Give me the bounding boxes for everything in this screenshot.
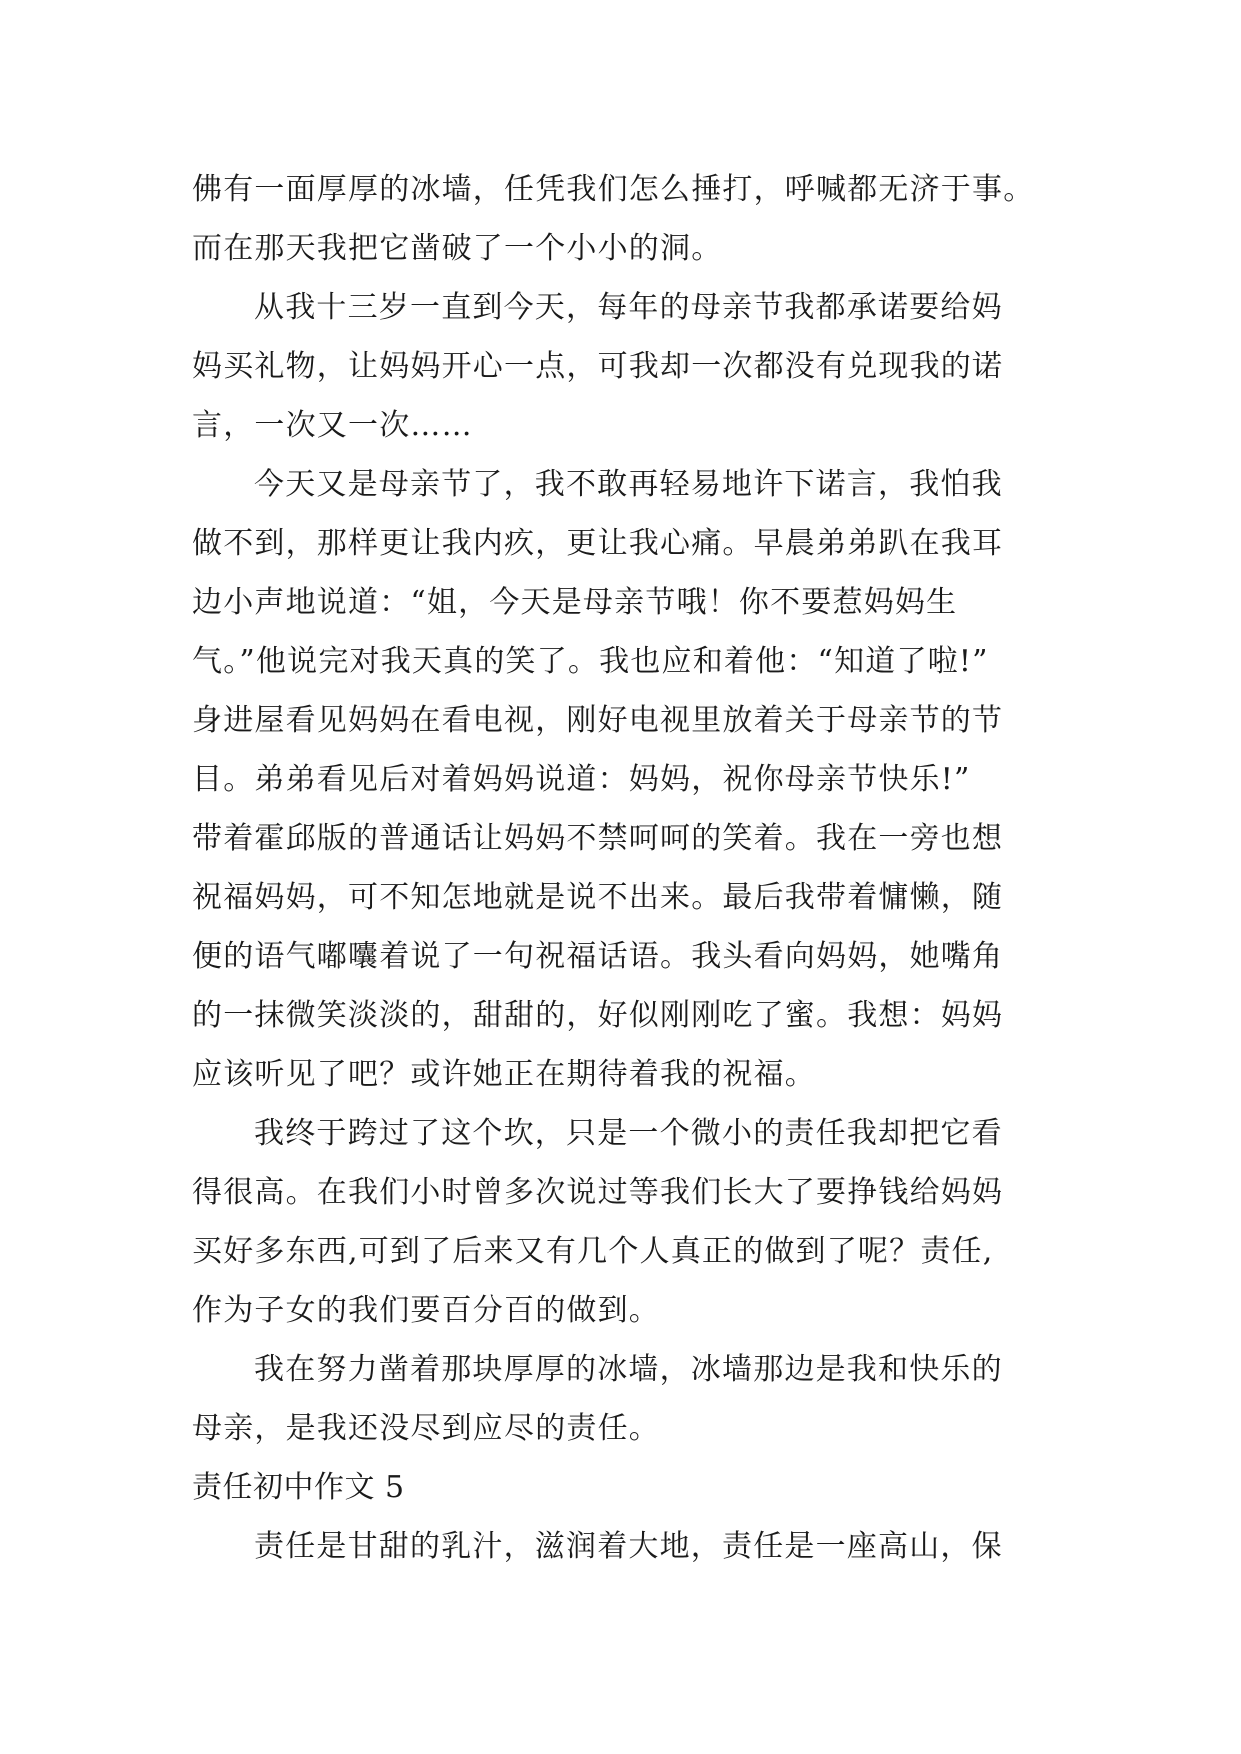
- text-line: 作为子女的我们要百分百的做到。: [192, 1293, 660, 1328]
- paragraph-start-line: 责任是甘甜的乳汁，滋润着大地，责任是一座高山，保: [254, 1529, 1003, 1564]
- text-line: 身进屋看见妈妈在看电视，刚好电视里放着关于母亲节的节: [192, 703, 1004, 738]
- text-line: 言，一次又一次……: [192, 408, 473, 443]
- text-line: 便的语气嘟囔着说了一句祝福话语。我头看向妈妈，她嘴角: [192, 939, 1004, 974]
- text-line: 祝福妈妈，可不知怎地就是说不出来。最后我带着慵懒，随: [192, 880, 1004, 915]
- text-line: 而在那天我把它凿破了一个小小的洞。: [192, 231, 723, 266]
- text-line: 目。弟弟看见后对着妈妈说道：妈妈，祝你母亲节快乐!”: [192, 762, 971, 797]
- paragraph-start-line: 我在努力凿着那块厚厚的冰墙，冰墙那边是我和快乐的: [254, 1352, 1003, 1387]
- essay-body: [192, 160, 1072, 1576]
- text-line: 做不到，那样更让我内疚，更让我心痛。早晨弟弟趴在我耳: [192, 526, 1004, 561]
- text-line: 带着霍邱版的普通话让妈妈不禁呵呵的笑着。我在一旁也想: [192, 821, 1004, 856]
- text-line: 应该听见了吧？或许她正在期待着我的祝福。: [192, 1057, 816, 1092]
- section-heading: 责任初中作文 5: [192, 1470, 405, 1505]
- text-line: 的一抹微笑淡淡的，甜甜的，好似刚刚吃了蜜。我想：妈妈: [192, 998, 1004, 1033]
- text-line: 母亲，是我还没尽到应尽的责任。: [192, 1411, 660, 1446]
- paragraph-start-line: 从我十三岁一直到今天，每年的母亲节我都承诺要给妈: [254, 290, 1003, 325]
- text-line: 气。”他说完对我天真的笑了。我也应和着他：“知道了啦!”: [192, 644, 989, 679]
- paragraph-start-line: 今天又是母亲节了，我不敢再轻易地许下诺言，我怕我: [254, 467, 1003, 502]
- paragraph-start-line: 我终于跨过了这个坎，只是一个微小的责任我却把它看: [254, 1116, 1003, 1151]
- text-line: 边小声地说道：“姐，今天是母亲节哦！你不要惹妈妈生: [192, 585, 958, 620]
- text-line: 买好多东西,可到了后来又有几个人真正的做到了呢？责任,: [192, 1234, 994, 1269]
- text-line: 佛有一面厚厚的冰墙，任凭我们怎么捶打，呼喊都无济于事。: [192, 172, 1035, 207]
- text-line: 得很高。在我们小时曾多次说过等我们长大了要挣钱给妈妈: [192, 1175, 1004, 1210]
- text-line: 妈买礼物，让妈妈开心一点，可我却一次都没有兑现我的诺: [192, 349, 1004, 384]
